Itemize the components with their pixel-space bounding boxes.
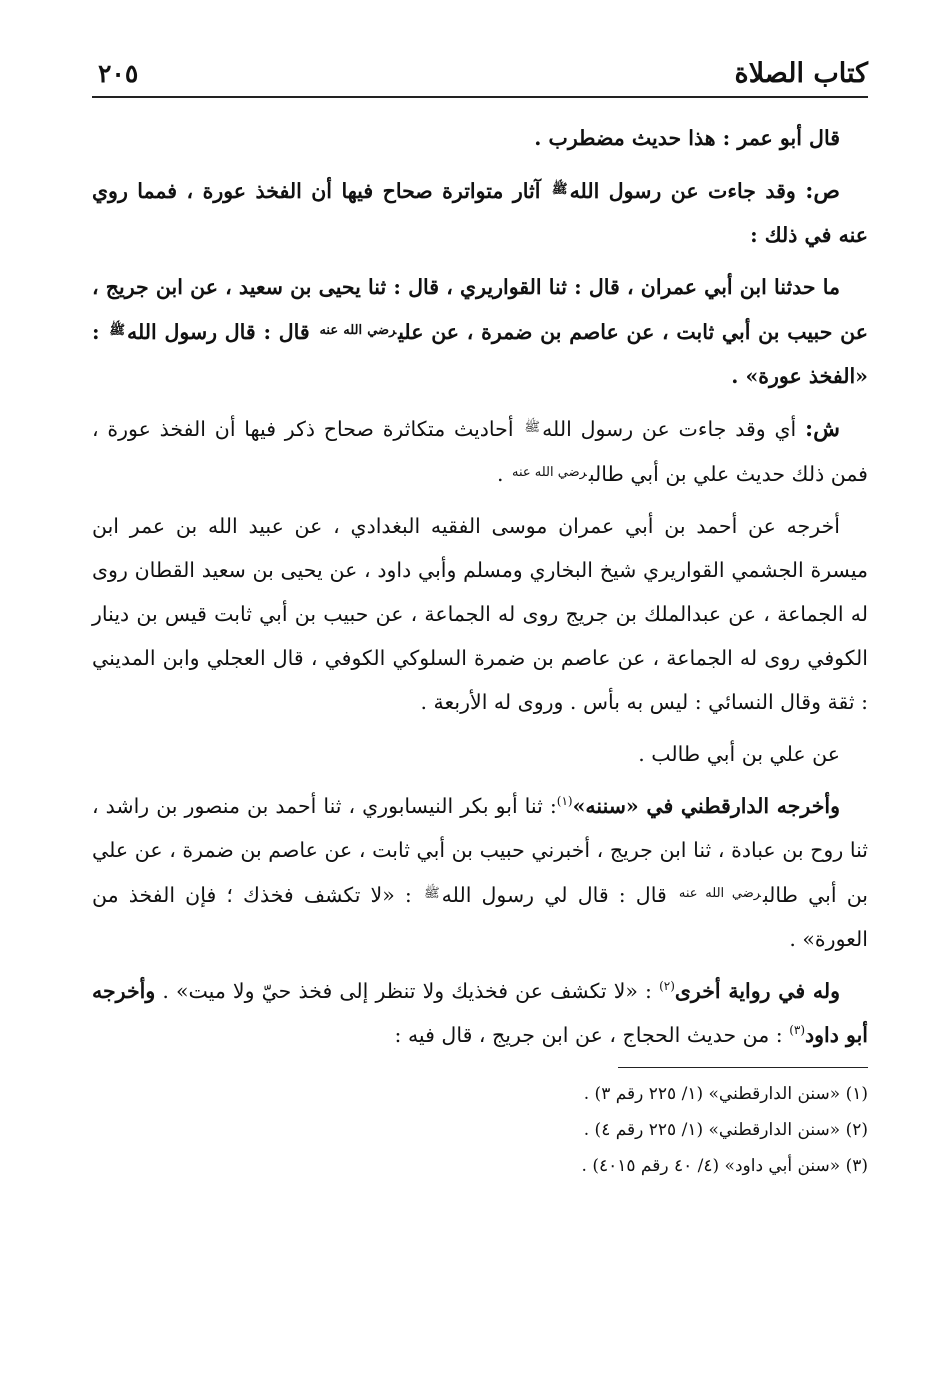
main-text bbox=[92, 116, 868, 1057]
salla-honorific: ﷺ bbox=[423, 886, 440, 901]
matn-marker: ص: bbox=[805, 178, 840, 204]
header-rule bbox=[92, 96, 868, 98]
radiya-honorific: رضي الله عنه bbox=[319, 323, 397, 338]
paragraph-3 bbox=[92, 265, 868, 398]
page-number: ٢٠٥ bbox=[98, 59, 139, 88]
footnote-ref-1: (١) bbox=[556, 794, 573, 809]
book-title: كتاب الصلاة bbox=[734, 58, 868, 89]
footnotes bbox=[92, 1076, 868, 1184]
salla-honorific: ﷺ bbox=[109, 323, 126, 338]
book-page bbox=[92, 52, 868, 1342]
paragraph-8-part2: : من حديث الحجاج ، عن ابن جريج ، قال فيه : bbox=[394, 1023, 790, 1047]
salla-honorific: ﷺ bbox=[551, 182, 568, 197]
paragraph-1 bbox=[92, 116, 868, 160]
paragraph-7-part1: : ثنا أبو بكر النيسابوري ، ثنا أحمد بن منصور بن راشد ، ثنا روح بن عبادة ، ثنا ابن جريج ، أخبرني حبيب بن أبي ثابت ، عن عاصم بن ضمرة ، عن علي بن أبي طالب bbox=[92, 794, 868, 907]
paragraph-4-part1: أي وقد جاءت عن رسول الله bbox=[542, 417, 805, 441]
paragraph-7-part2: قال : قال لي رسول الله bbox=[441, 883, 677, 907]
paragraph-8-bold1: وله في رواية أخرى bbox=[674, 979, 840, 1003]
footnote-rule bbox=[618, 1067, 868, 1068]
paragraph-4-part2: أحاديث متكاثرة صحاح ذكر فيها أن الفخذ عورة ، فمن ذلك حديث علي بن أبي طالب bbox=[92, 417, 868, 486]
paragraph-1-text: قال أبو عمر : هذا حديث مضطرب . bbox=[534, 126, 840, 150]
paragraph-2-part1: وقد جاءت عن رسول الله bbox=[569, 179, 806, 203]
paragraph-7 bbox=[92, 784, 868, 961]
paragraph-4-part3: . bbox=[496, 462, 510, 486]
footnote-1: (١) «سنن الدارقطني» (١/ ٢٢٥ رقم ٣) . bbox=[583, 1084, 868, 1104]
footnote-2: (٢) «سنن الدارقطني» (١/ ٢٢٥ رقم ٤) . bbox=[583, 1120, 868, 1140]
paragraph-3-part3: : «الفخذ عورة» . bbox=[92, 320, 868, 388]
paragraph-7-part3: : «لا تكشف فخذك ؛ فإن الفخذ من العورة» . bbox=[92, 883, 868, 951]
paragraph-8-part1: : «لا تكشف عن فخذيك ولا تنظر إلى فخذ حيّ ولا ميت» . bbox=[155, 979, 660, 1003]
paragraph-5 bbox=[92, 504, 868, 724]
paragraph-8-bold2: وأخرجه أبو داود bbox=[92, 979, 868, 1047]
paragraph-8 bbox=[92, 969, 868, 1057]
radiya-honorific: رضي الله عنه bbox=[678, 886, 761, 901]
sharh-marker: ش: bbox=[805, 416, 840, 442]
paragraph-2 bbox=[92, 168, 868, 257]
footnote-ref-2: (٢) bbox=[659, 979, 675, 994]
salla-honorific: ﷺ bbox=[524, 420, 541, 435]
paragraph-6 bbox=[92, 732, 868, 776]
radiya-honorific: رضي الله عنه bbox=[512, 465, 587, 480]
paragraph-4 bbox=[92, 406, 868, 496]
paragraph-3-part2: قال : قال رسول الله bbox=[127, 320, 318, 344]
paragraph-7-bold: وأخرجه الدارقطني في «سننه» bbox=[572, 794, 841, 818]
paragraph-3-part1: ما حدثنا ابن أبي عمران ، قال : ثنا القواريري ، قال : ثنا يحيى بن سعيد ، عن ابن جريج ، عن حبيب بن أبي ثابت ، عن عاصم بن ضمرة ، عن علي bbox=[92, 275, 868, 344]
paragraph-5-text: أخرجه عن أحمد بن أبي عمران موسى الفقيه البغدادي ، عن عبيد الله بن عمر ابن ميسرة الجشمي القواريري شيخ البخاري ومسلم وأبي داود ، عن يحيى بن سعيد القطان روى له الجماعة ، عن عبدالملك بن جريج روى له الجماعة ، عن حبيب بن أبي ثابت قيس بن دينار الكوفي روى له الجماعة ، عن عاصم بن ضمرة السلوكي الكوفي ، قال العجلي وابن المديني : ثقة وقال النسائي : ليس به بأس . وروى له الأربعة . bbox=[92, 514, 868, 714]
footnote-ref-3: (٣) bbox=[789, 1023, 806, 1038]
page-header bbox=[92, 52, 868, 96]
paragraph-6-text: عن علي بن أبي طالب . bbox=[638, 742, 840, 766]
paragraph-2-part2: آثار متواترة صحاح فيها أن الفخذ عورة ، فمما روي عنه في ذلك : bbox=[92, 179, 868, 247]
footnote-3: (٣) «سنن أبي داود» (٤/ ٤٠ رقم ٤٠١٥) . bbox=[581, 1156, 868, 1176]
